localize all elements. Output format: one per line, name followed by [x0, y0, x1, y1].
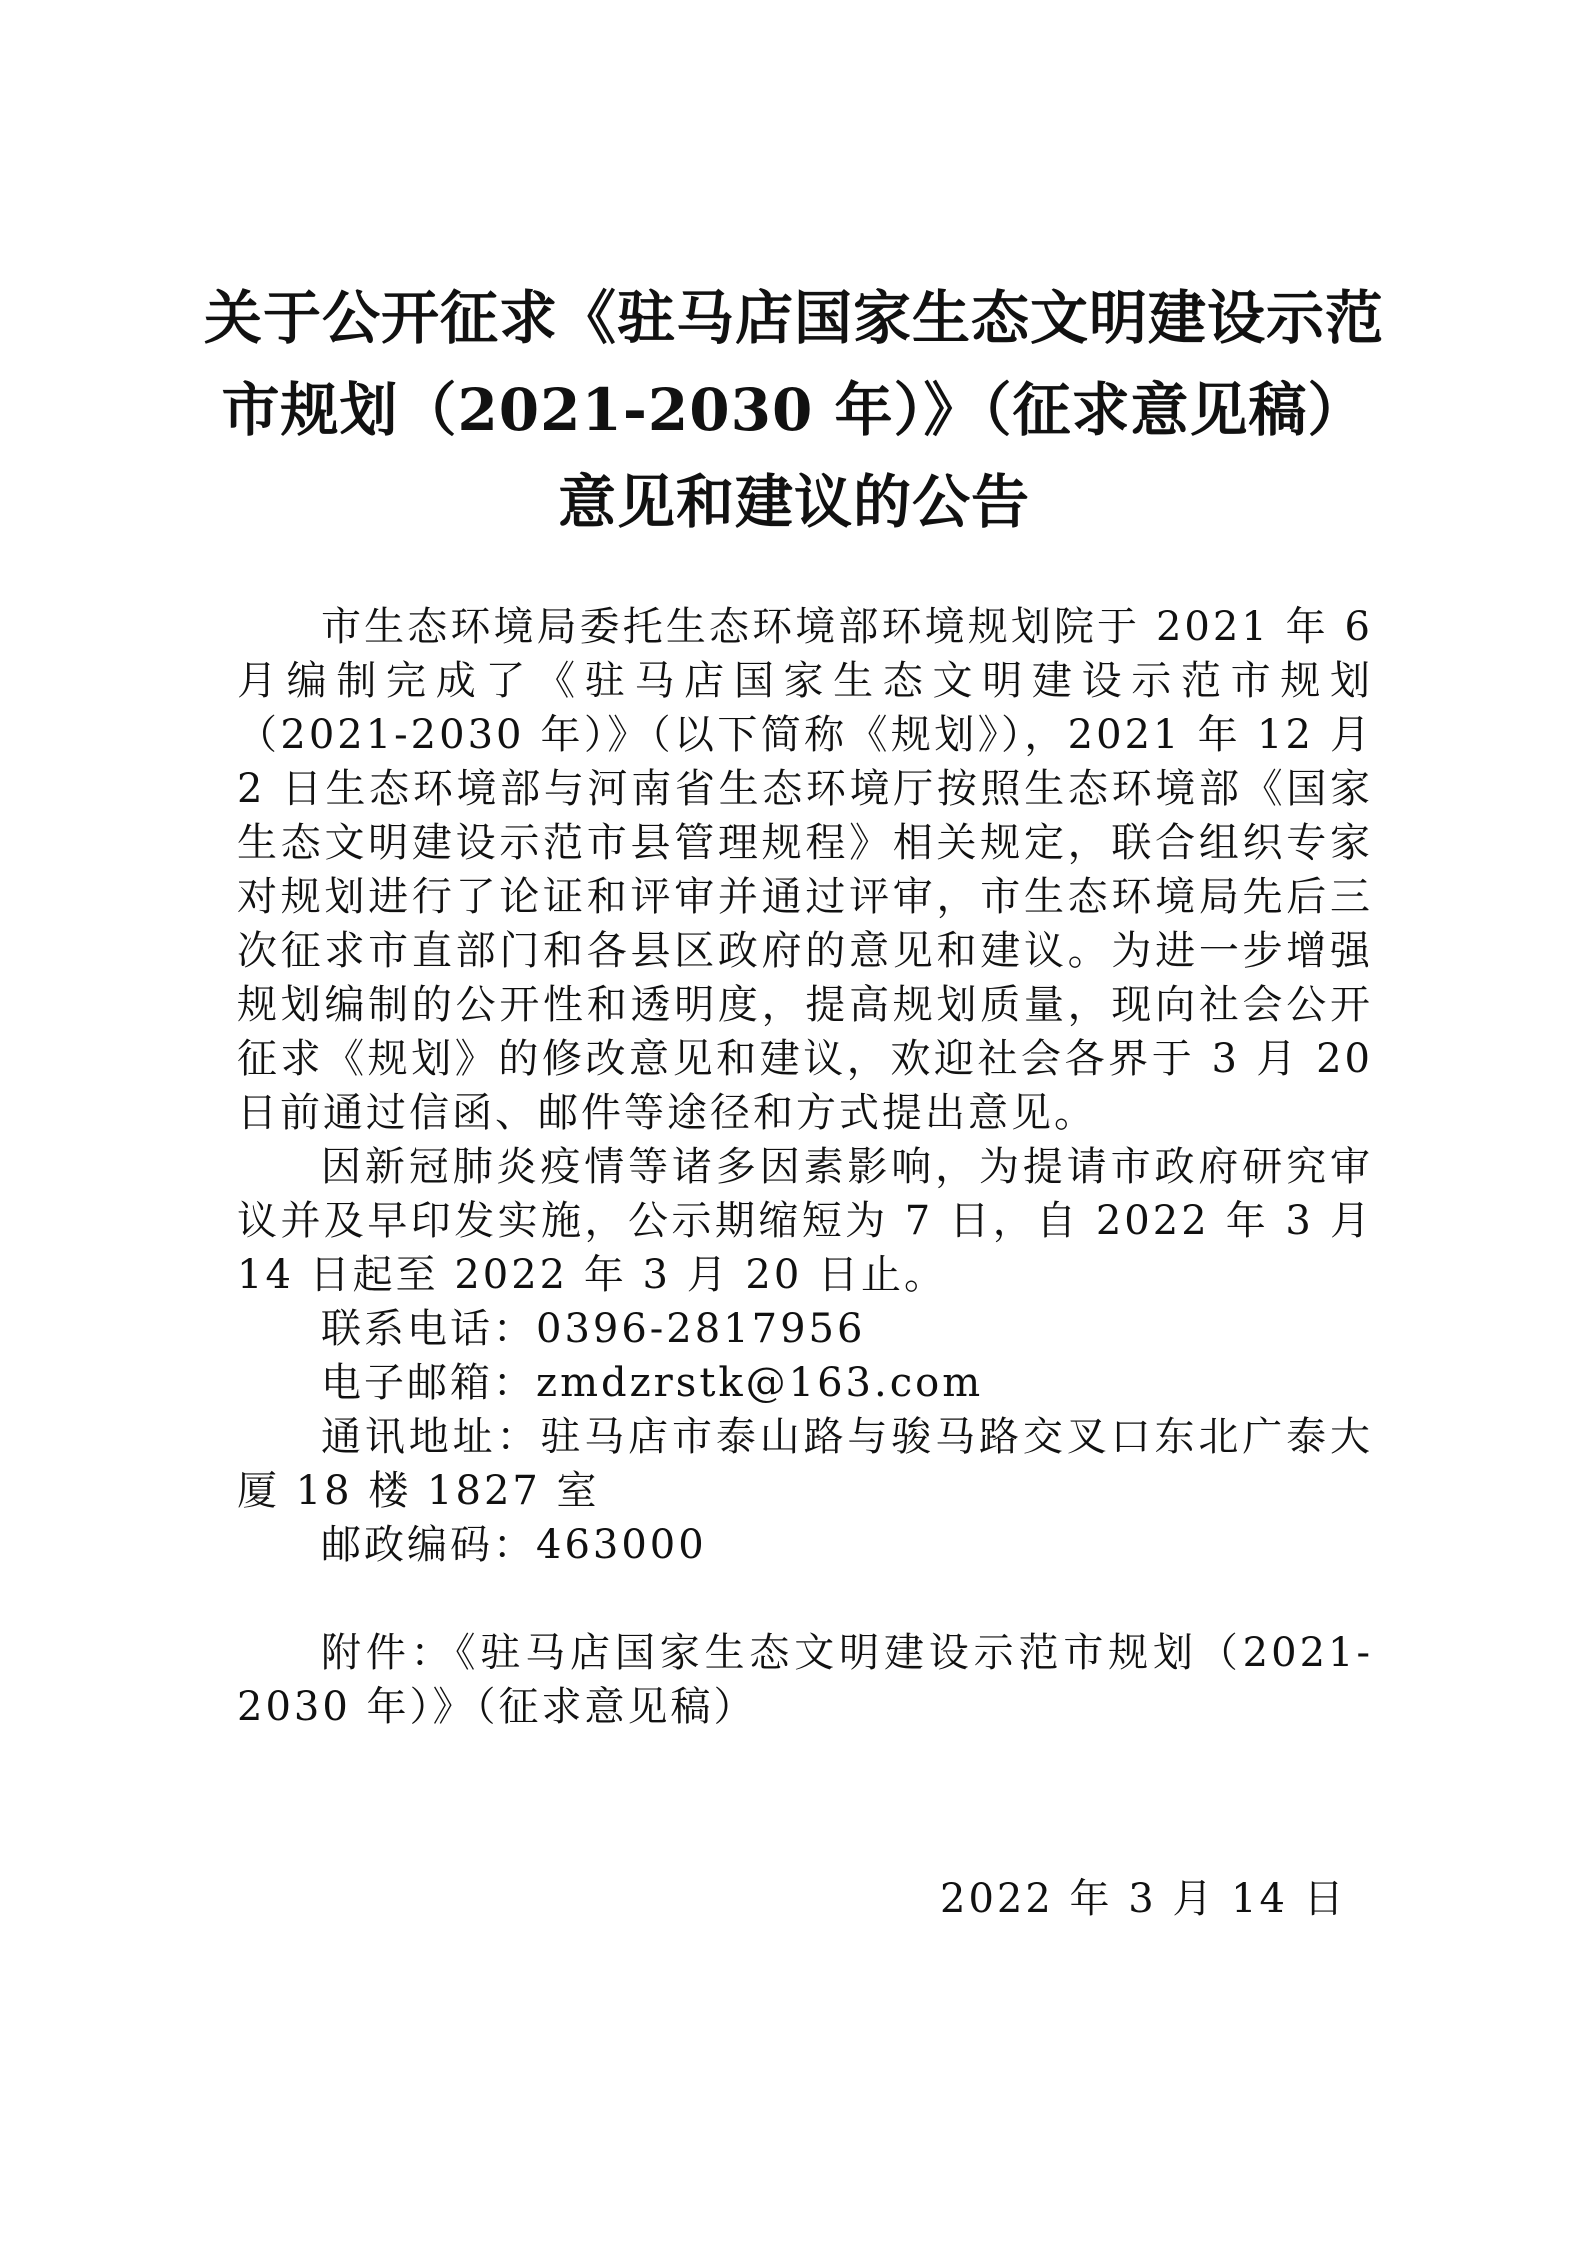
- document-body: [237, 600, 1373, 1734]
- paragraph-notice-period: 因新冠肺炎疫情等诸多因素影响，为提请市政府研究审议并及早印发实施，公示期缩短为 7 日，自 2022 年 3 月 14 日起至 2022 年 3 月 20 日止。: [237, 1144, 1373, 1298]
- attachment-note: 附件：《驻马店国家生态文明建设示范市规划（2021-2030 年）》（征求意见稿）: [237, 1630, 1373, 1730]
- title-line-3: 意见和建议的公告: [557, 468, 1030, 536]
- title-line-2: 市规划（2021-2030 年）》（征求意见稿）: [221, 376, 1367, 444]
- contact-phone: 联系电话：0396-2817956: [321, 1306, 866, 1352]
- contact-email: 电子邮箱：zmdzrstk@163.com: [321, 1360, 984, 1406]
- document-title: [200, 272, 1388, 548]
- title-line-1: 关于公开征求《驻马店国家生态文明建设示范: [203, 284, 1384, 352]
- contact-postcode: 邮政编码：463000: [321, 1522, 707, 1568]
- paragraph-background: 市生态环境局委托生态环境部环境规划院于 2021 年 6 月编制完成了《驻马店国家生态文明建设示范市规划（2021-2030 年）》（以下简称《规划》），2021 年 12 月 2 日生态环境部与河南省生态环境厅按照生态环境部《国家生态文明建设示范市县管理规程》相关规定，联合组织专家对规划进行了论证和评审并通过评审，市生态环境局先后三次征求市直部门和各县区政府的意见和建议。为进一步增强规划编制的公开性和透明度，提高规划质量，现向社会公开征求《规划》的修改意见和建议，欢迎社会各界于 3 月 20 日前通过信函、邮件等途径和方式提出意见。: [237, 604, 1373, 1136]
- blank-line: [237, 1572, 1373, 1626]
- contact-address: 通讯地址：驻马店市泰山路与骏马路交叉口东北广泰大厦 18 楼 1827 室: [237, 1414, 1373, 1514]
- issue-date: 2022 年 3 月 14 日: [940, 1876, 1347, 1922]
